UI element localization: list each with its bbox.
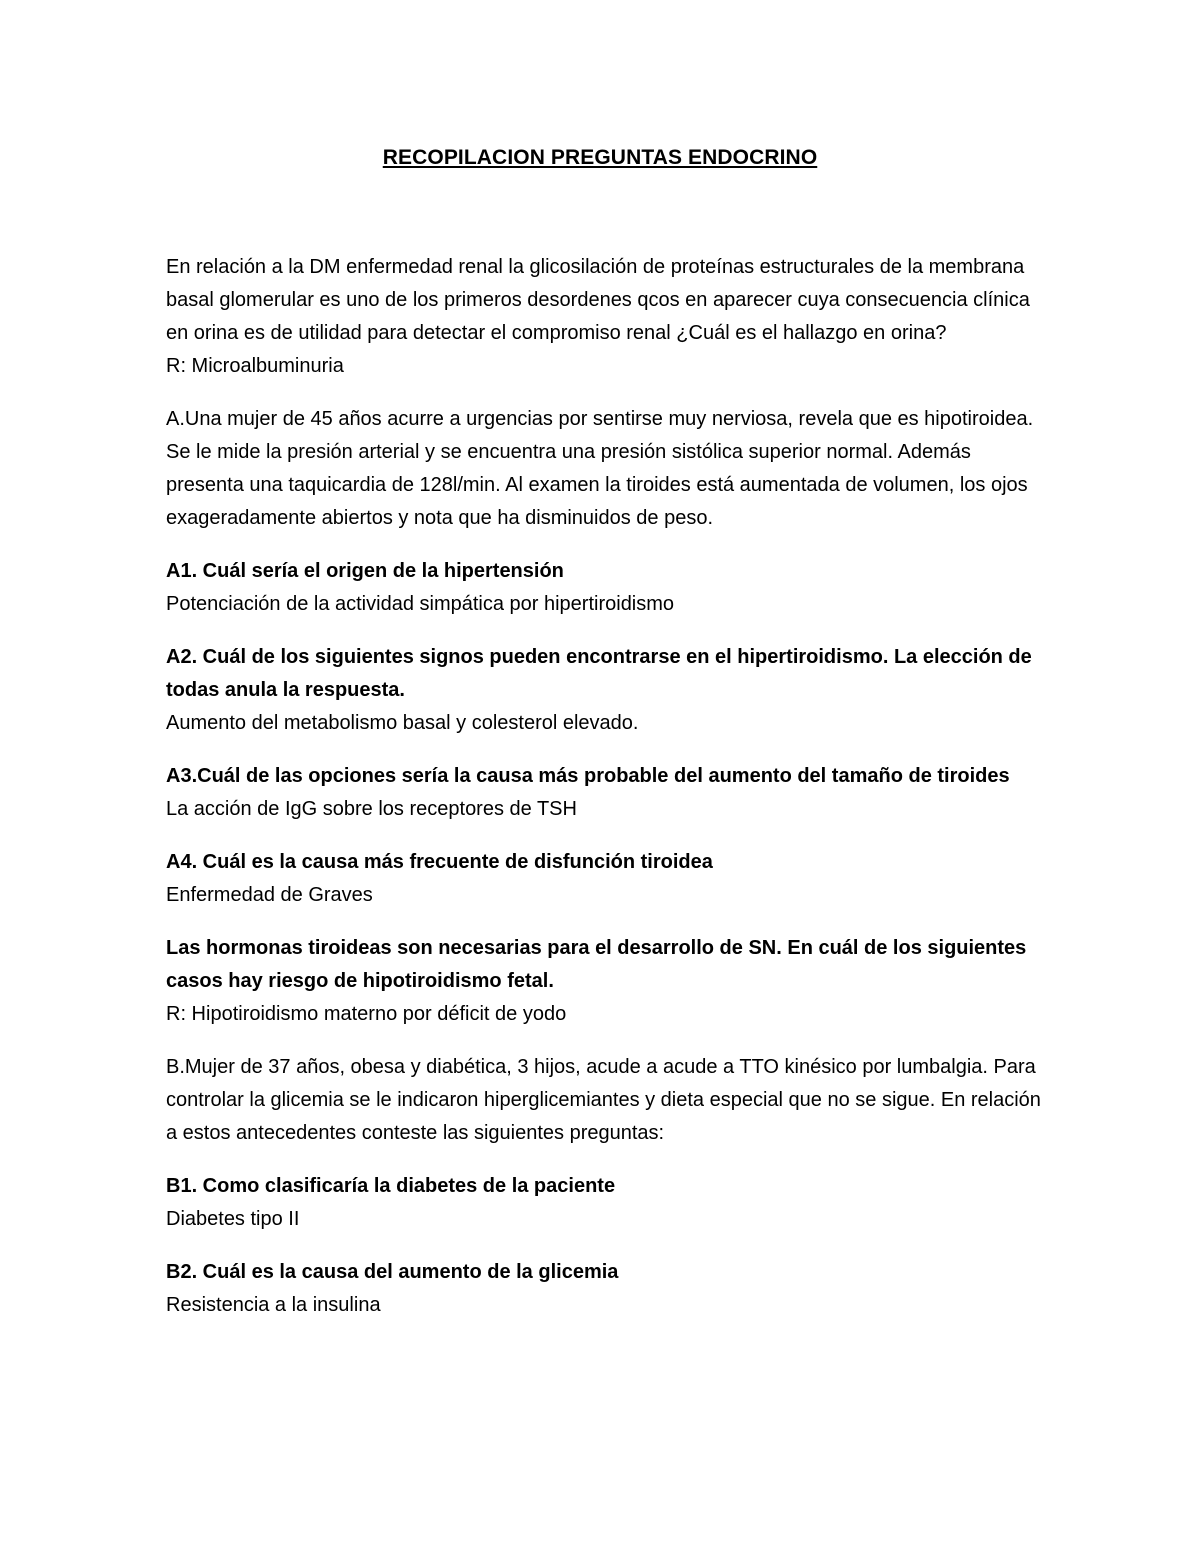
answer-text: Aumento del metabolismo basal y colesterol elevado. (166, 712, 639, 734)
question-block (166, 932, 1046, 1031)
question-block (166, 251, 1046, 383)
question-text: En relación a la DM enfermedad renal la glicosilación de proteínas estructurales de la membrana basal glomerular es uno de los primeros desordenes qcos en aparecer cuya consecuencia clínica en orina es de utilidad para detectar el compromiso renal ¿Cuál es el hallazgo en orina? (166, 256, 1030, 344)
case-text: A.Una mujer de 45 años acurre a urgencias por sentirse muy nerviosa, revela que es hipotiroidea. Se le mide la presión arterial y se encuentra una presión sistólica superior normal. Además presenta una taquicardia de 128l/min. Al examen la tiroides está aumentada de volumen, los ojos exageradamente abiertos y nota que ha disminuidos de peso. (166, 408, 1034, 529)
question-text: A4. Cuál es la causa más frecuente de disfunción tiroidea (166, 851, 713, 873)
question-text: B1. Como clasificaría la diabetes de la paciente (166, 1175, 616, 1197)
question-block (166, 1256, 1046, 1322)
answer-text: Potenciación de la actividad simpática por hipertiroidismo (166, 593, 675, 615)
question-text: A2. Cuál de los siguientes signos pueden encontrarse en el hipertiroidismo. La elección de todas anula la respuesta. (166, 646, 1032, 701)
question-block (166, 846, 1046, 912)
answer-text: Enfermedad de Graves (166, 884, 373, 906)
case-text: B.Mujer de 37 años, obesa y diabética, 3 hijos, acude a acude a TTO kinésico por lumbalgia. Para controlar la glicemia se le indicaron hiperglicemiantes y dieta especial que no se sigue. En relación a estos antecedentes conteste las siguientes preguntas: (166, 1056, 1041, 1144)
question-text: B2. Cuál es la causa del aumento de la glicemia (166, 1261, 619, 1283)
question-block (166, 1170, 1046, 1236)
answer-text: R: Microalbuminuria (166, 355, 344, 377)
answer-text: La acción de IgG sobre los receptores de TSH (166, 798, 577, 820)
question-block (166, 760, 1046, 826)
answer-text: R: Hipotiroidismo materno por déficit de yodo (166, 1003, 567, 1025)
document-title: RECOPILACION PREGUNTAS ENDOCRINO (382, 146, 818, 169)
answer-text: Diabetes tipo II (166, 1208, 300, 1230)
answer-text: Resistencia a la insulina (166, 1294, 381, 1316)
question-block (166, 555, 1046, 621)
case-block-b (166, 1051, 1046, 1150)
document-body (166, 251, 1046, 1342)
question-block (166, 641, 1046, 740)
case-block-a (166, 403, 1046, 535)
question-text: Las hormonas tiroideas son necesarias para el desarrollo de SN. En cuál de los siguientes casos hay riesgo de hipotiroidismo fetal. (166, 937, 1027, 992)
question-text: A3.Cuál de las opciones sería la causa más probable del aumento del tamaño de tiroides (166, 765, 1010, 787)
question-text: A1. Cuál sería el origen de la hipertensión (166, 560, 564, 582)
